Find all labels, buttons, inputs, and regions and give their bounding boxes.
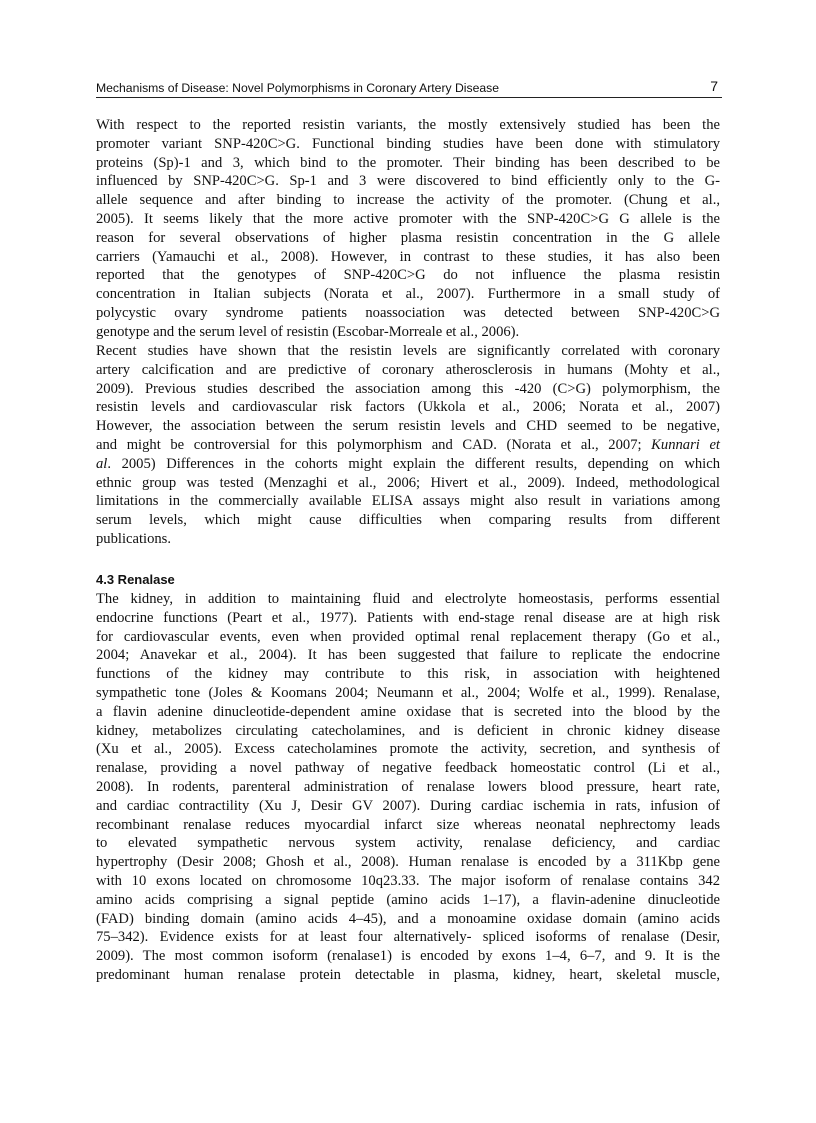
text-line: (Xu et al., 2005). Excess catecholamines promote the activity, secretion, and synthesis of xyxy=(96,741,720,758)
running-header xyxy=(96,80,722,98)
text-line: resistin levels and cardiovascular risk factors (Ukkola et al., 2006; Norata et al., 2007) xyxy=(96,399,720,416)
text-line: reported that the genotypes of SNP-420C>G do not influence the plasma resistin xyxy=(96,267,720,284)
text-line: hypertrophy (Desir 2008; Ghosh et al., 2008). Human renalase is encoded by a 311Kbp gene xyxy=(96,854,720,871)
text-line: artery calcification and are predictive of coronary atherosclerosis in humans (Mohty et al., xyxy=(96,361,720,378)
text-line: 75–342). Evidence exists for at least four alternatively- spliced isoforms of renalase (Desir, xyxy=(96,929,720,946)
text-line: With respect to the reported resistin variants, the mostly extensively studied has been the xyxy=(96,117,720,133)
paragraph-renalase xyxy=(96,590,720,985)
text-line: 2005). It seems likely that the more active promoter with the SNP-420C>G G allele is the xyxy=(96,210,720,227)
text-line: ethnic group was tested (Menzaghi et al., 2006; Hivert et al., 2009). Indeed, methodological xyxy=(96,474,720,491)
text-line: 2009). Previous studies described the association among this -420 (C>G) polymorphism, the xyxy=(96,380,720,397)
text-line: for cardiovascular events, even when provided optimal renal replacement therapy (Go et al., xyxy=(96,628,720,645)
text-line: predominant human renalase protein detectable in plasma, kidney, heart, skeletal muscle, xyxy=(96,966,720,983)
text-line: renalase, providing a novel pathway of negative feedback homeostatic control (Li et al., xyxy=(96,760,720,777)
italic-citation: Kunnari et xyxy=(651,436,720,453)
text-line: kidney, metabolizes circulating catecholamines, and is deficient in chronic kidney disease xyxy=(96,722,720,739)
text-line: Recent studies have shown that the resistin levels are significantly correlated with coronary xyxy=(96,343,720,359)
text-line: endocrine functions (Peart et al., 1977). Patients with end-stage renal disease are at high risk xyxy=(96,609,720,626)
text-line: influenced by SNP-420C>G. Sp-1 and 3 were discovered to bind efficiently only to the G- xyxy=(96,173,720,190)
paragraph-resistin-variants xyxy=(96,116,720,342)
page-number: 7 xyxy=(710,78,718,94)
text-line: concentration in Italian subjects (Norata et al., 2007). Furthermore in a small study of xyxy=(96,286,720,303)
text-line: carriers (Yamauchi et al., 2008). However, in contrast to these studies, it has also been xyxy=(96,248,720,265)
text-line: promoter variant SNP-420C>G. Functional binding studies have been done with stimulatory xyxy=(96,135,720,152)
text-line: recombinant renalase reduces myocardial infarct size whereas neonatal nephrectomy leads xyxy=(96,816,720,833)
text-line: 2004; Anavekar et al., 2004). It has been suggested that failure to replicate the endocrine xyxy=(96,647,720,664)
text-segment: . 2005) Differences in the cohorts might explain the different results, depending on which xyxy=(107,455,720,472)
text-line: 2009). The most common isoform (renalase1) is encoded by exons 1–4, 6–7, and 9. It is the xyxy=(96,948,720,965)
text-line: (FAD) binding domain (amino acids 4–45), and a monoamine oxidase domain (amino acids xyxy=(96,910,720,927)
text-line: and cardiac contractility (Xu J, Desir GV 2007). During cardiac ischemia in rats, infusion of xyxy=(96,797,720,814)
text-line: functions of the kidney may contribute to this risk, in association with heightened xyxy=(96,666,720,683)
italic-citation: al xyxy=(96,455,108,472)
text-line: polycystic ovary syndrome patients noassociation was detected between SNP-420C>G xyxy=(96,304,720,321)
text-line: reason for several observations of higher plasma resistin concentration in the G allele xyxy=(96,229,720,246)
text-line: amino acids comprising a signal peptide (amino acids 1–17), a flavin-adenine dinucleotide xyxy=(96,891,720,908)
text-line: The kidney, in addition to maintaining fluid and electrolyte homeostasis, performs essential xyxy=(96,591,720,607)
text-segment: and might be controversial for this polymorphism and CAD. (Norata et al., 2007; xyxy=(96,436,652,453)
text-line: genotype and the serum level of resistin (Escobar-Morreale et al., 2006). xyxy=(96,323,520,340)
text-line xyxy=(96,455,720,474)
running-title: Mechanisms of Disease: Novel Polymorphisms in Coronary Artery Disease xyxy=(96,81,500,95)
text-line: However, the association between the serum resistin levels and CHD seemed to be negative, xyxy=(96,418,720,435)
text-line: with 10 exons located on chromosome 10q23.33. The major isoform of renalase contains 342 xyxy=(96,872,720,889)
text-line: proteins (Sp)-1 and 3, which bind to the promoter. Their binding has been described to be xyxy=(96,154,720,171)
text-line: limitations in the commercially available ELISA assays might also result in variations among xyxy=(96,493,720,510)
text-line: sympathetic tone (Joles & Koomans 2004; Neumann et al., 2004; Wolfe et al., 1999). Renalase, xyxy=(96,684,720,701)
text-line xyxy=(96,436,720,455)
section-heading: 4.3 Renalase xyxy=(96,572,175,587)
text-line: 2008). In rodents, parenteral administration of renalase lowers blood pressure, heart rate, xyxy=(96,778,720,795)
text-line: a flavin adenine dinucleotide-dependent amine oxidase that is secreted into the blood by the xyxy=(96,703,720,720)
text-line: allele sequence and after binding to increase the activity of the promoter. (Chung et al., xyxy=(96,192,720,209)
text-line: serum levels, which might cause difficulties when comparing results from different xyxy=(96,512,720,529)
text-line: to elevated sympathetic nervous system activity, renalase deficiency, and cardiac xyxy=(96,835,720,852)
text-line: publications. xyxy=(96,530,171,547)
paragraph-resistin-levels xyxy=(96,342,720,549)
